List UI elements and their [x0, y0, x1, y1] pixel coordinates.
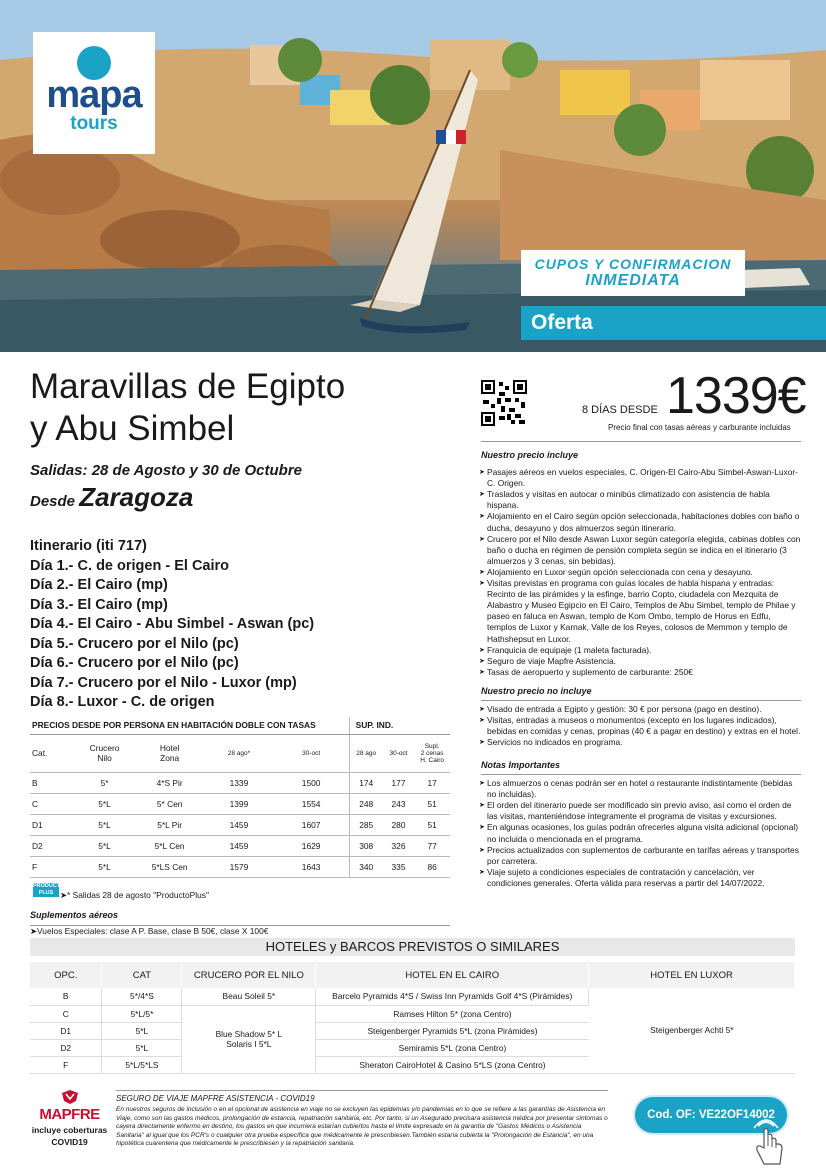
notas-list	[481, 778, 801, 889]
divider	[116, 1090, 608, 1091]
desde-city: Zaragoza	[79, 482, 194, 512]
hotels-col-opc: OPC.	[30, 962, 102, 988]
col-hotel-2: Zona	[160, 753, 180, 763]
mapfre-logo	[27, 1090, 112, 1147]
cell: D2	[30, 1039, 102, 1056]
itinerary-item: Día 2.- El Cairo (mp)	[30, 577, 168, 593]
cell: 1339	[204, 772, 273, 793]
cupos-line2: INMEDIATA	[585, 272, 681, 289]
cell: 1643	[274, 856, 350, 877]
cell: Barcelo Pyramids 4*S / Swiss Inn Pyramids Golf 4*S (Pirámides)	[316, 988, 589, 1005]
logo-sub-text: tours	[70, 113, 118, 134]
cell: Semiramis 5*L (zona Centro)	[316, 1039, 589, 1056]
notas-title: Notas Importantes	[481, 760, 561, 770]
seguro-text: En nuestros seguros de inclusión o en el opcional de asistencia en viaje no se excluyen las epidemias y/o pandemias en lo que se refiere a las garantías de Asistencia en Viaje, como son las gastos médicos, prolongación de estancia, repatriación sanitaria, etc. Por tanto, si un Asegurado precisara asistencia médica por presentar síntomas o cayera directamente enfermo en destino, los gastos en que incurriera estarían cubiertos hasta el límite expresado en la garantía de "Gastos Médicos o Asistencia Sanitaria" al igual que los PCR's o cualquier otra prueba específica que médicamente le prescribiesen.También estaría cubierta la "Prolongación de Estancia", en una hipotética cuarentena que médicamente le prescribiesen y la repatriación sanitaria.	[116, 1106, 608, 1147]
incluye-list	[481, 467, 801, 678]
col-30oct: 30-oct	[274, 734, 350, 772]
list-item: ➤ Traslados y visitas en autocar o minibús climatizado con asistencia de habla hispana.	[481, 489, 801, 511]
cell: 17	[414, 772, 450, 793]
cell: Steigenberger Achti 5*	[589, 988, 795, 1073]
hotels-table	[30, 962, 795, 1074]
itinerary	[30, 537, 314, 713]
cell: 1554	[274, 793, 350, 814]
cell: 5*L	[102, 1022, 182, 1039]
seguro-title: SEGURO DE VIAJE MAPFRE ASISTENCIA - COVID19	[116, 1094, 315, 1103]
cell: 340	[349, 856, 383, 877]
cell: 5*L/5*LS	[102, 1056, 182, 1073]
departure-city	[30, 482, 193, 513]
crucero-line1: Blue Shadow 5* L	[215, 1029, 283, 1039]
hotels-col-luxor: HOTEL EN LUXOR	[589, 962, 795, 988]
cell: C	[30, 793, 74, 814]
producto-plus-badge-line1: PRODUCTO	[33, 883, 65, 889]
cell: 4*S Pir	[135, 772, 204, 793]
list-item: ➤ Franquicia de equipaje (1 maleta facturada).	[481, 645, 801, 656]
list-item: ➤ Visado de entrada a Egipto y gestión: 30 € por persona (pago en destino).	[481, 704, 801, 715]
cell: 5*L Pir	[135, 814, 204, 835]
cell: 1399	[204, 793, 273, 814]
no-incluye-list	[481, 704, 801, 748]
col-crucero-2: Nilo	[97, 753, 112, 763]
no-incluye-title: Nuestro precio no incluye	[481, 686, 592, 696]
col-sup-28ago: 28 ago	[349, 734, 383, 772]
trip-title	[30, 366, 345, 450]
list-item: ➤ El orden del itinerario puede ser modificado sin previo aviso, así como el orden de las visitas, manteniéndose íntegramente el programa de visitas y excursiones.	[481, 800, 801, 822]
cell: 5*L	[74, 835, 135, 856]
cell: 77	[414, 835, 450, 856]
col-28ago: 28 ago*	[204, 734, 273, 772]
list-item: ➤ Visitas, entradas a museos o monumentos (excepto en los lugares indicados), bebidas en comidas y cenas, propinas (40 € a pagar en destino) y extras en el hotel.	[481, 715, 801, 737]
itinerary-item: Día 4.- El Cairo - Abu Simbel - Aswan (pc)	[30, 616, 315, 632]
table-row	[30, 772, 450, 793]
incluye-title: Nuestro precio incluye	[481, 450, 579, 460]
cupos-badge	[521, 250, 745, 296]
list-item: ➤ Servicios no indicados en programa.	[481, 737, 801, 748]
trip-title-line2: y Abu Simbel	[30, 409, 235, 448]
cell: D1	[30, 814, 74, 835]
cell: 5*L	[74, 814, 135, 835]
crucero-line2: Solaris I 5*L	[226, 1039, 272, 1049]
cell: 51	[414, 814, 450, 835]
table-row	[30, 856, 450, 877]
col-hotel	[135, 734, 204, 772]
desde-label: Desde	[30, 493, 76, 510]
oferta-banner: Oferta	[521, 306, 826, 340]
mapfre-text: MAPFRE	[39, 1106, 100, 1123]
hotels-title: HOTELES y BARCOS PREVISTOS O SIMILARES	[30, 938, 795, 956]
cell: Beau Soleil 5*	[182, 988, 316, 1005]
col-crucero	[74, 734, 135, 772]
cell: C	[30, 1005, 102, 1022]
col-cat: Cat.	[30, 734, 74, 772]
cell: 5*LS Cen	[135, 856, 204, 877]
cell: D2	[30, 835, 74, 856]
mapfre-sub-2: COVID19	[51, 1137, 88, 1147]
col-supl-cenas	[414, 734, 450, 772]
cell: 174	[349, 772, 383, 793]
cell: 1579	[204, 856, 273, 877]
cell: Steigenberger Pyramids 5*L (zona Pirámides)	[316, 1022, 589, 1039]
cell: 280	[383, 814, 415, 835]
itinerary-item: Día 6.- Crucero por el Nilo (pc)	[30, 655, 239, 671]
col-sup-30oct: 30-oct	[383, 734, 415, 772]
cell: B	[30, 772, 74, 793]
col-supl-2: 2 cenas	[420, 749, 444, 757]
list-item: ➤ Precios actualizados con suplementos de carburante en tarifas aéreas y transportes por carretera.	[481, 845, 801, 867]
list-item: ➤ Tasas de aeropuerto y suplemento de carburante: 250€	[481, 667, 801, 678]
offer-code-button[interactable]: Cod. OF: VE22OF14002	[635, 1097, 787, 1133]
cell: 86	[414, 856, 450, 877]
mapfre-shield-icon	[62, 1090, 78, 1104]
list-item: ➤ Alojamiento en Luxor según opción seleccionada con cena y desayuno.	[481, 567, 801, 578]
cell: 5*L Cen	[135, 835, 204, 856]
cell: 243	[383, 793, 415, 814]
cell: 5*L	[74, 856, 135, 877]
cell: 285	[349, 814, 383, 835]
list-item: ➤ Alojamiento en el Cairo según opción seleccionada, habitaciones dobles con baño o ducha, desayuno y dos almuerzos según itinerario.	[481, 511, 801, 533]
table-row	[30, 814, 450, 835]
hotels-col-crucero: CRUCERO POR EL NILO	[182, 962, 316, 988]
table-row	[30, 988, 795, 1005]
cell: 5*L	[74, 793, 135, 814]
logo-main-text: mapa	[46, 74, 142, 116]
cell: F	[30, 1056, 102, 1073]
cell: D1	[30, 1022, 102, 1039]
table-row	[30, 793, 450, 814]
divider	[481, 441, 801, 442]
list-item: ➤ Los almuerzos o cenas podrán ser en hotel o restaurante indistintamente (bebidas no incluidas).	[481, 778, 801, 800]
col-supl-1: Supl.	[424, 742, 440, 750]
table-row	[30, 835, 450, 856]
cell	[182, 1005, 316, 1073]
cell: B	[30, 988, 102, 1005]
trip-title-line1: Maravillas de Egipto	[30, 367, 346, 406]
itinerary-item: Día 5.- Crucero por el Nilo (pc)	[30, 635, 239, 652]
itinerary-item: Día 1.- C. de origen - El Cairo	[30, 557, 230, 574]
list-item: ➤ Crucero por el Nilo desde Aswan Luxor según categoría elegida, cabinas dobles con baño o ducha en régimen de pensión completa según se indica en el itinerario (3 almuerzos y 3 cenas, sin bebidas).	[481, 534, 801, 567]
click-hand-icon	[752, 1118, 786, 1168]
hotels-col-cairo: HOTEL EN EL CAIRO	[316, 962, 589, 988]
price-label: 8 DÍAS DESDE	[582, 404, 658, 416]
mapa-tours-logo	[33, 32, 155, 154]
mapfre-sub-1: incluye coberturas	[31, 1125, 108, 1135]
hero-image	[0, 0, 826, 352]
cell: 5*L	[102, 1039, 182, 1056]
incluye-section	[481, 441, 801, 678]
producto-plus-note: ➤* Salidas 28 de agosto "ProductoPlus"	[60, 890, 209, 900]
price-value: 1339€	[666, 367, 806, 425]
departure-dates: Salidas: 28 de Agosto y 30 de Octubre	[30, 462, 303, 479]
cell: 1629	[274, 835, 350, 856]
hotels-col-cat: CAT	[102, 962, 182, 988]
cell: Ramses Hilton 5* (zona Centro)	[316, 1005, 589, 1022]
list-item: ➤ Viaje sujeto a condiciones especiales de contratación y cancelación, ver condiciones generales. Oferta válida para reservas a partir del 14/07/2022.	[481, 867, 801, 889]
qr-code-icon[interactable]	[481, 380, 527, 426]
producto-plus-badge	[33, 883, 65, 897]
itinerary-item: Itinerario (iti 717)	[30, 538, 147, 554]
cell: 1459	[204, 835, 273, 856]
itinerary-item: Día 8.- Luxor - C. de origen	[30, 694, 215, 710]
cell: 177	[383, 772, 415, 793]
price-note: Precio final con tasas aéreas y carburante incluidas	[608, 423, 791, 432]
cell: 5*L/5*	[102, 1005, 182, 1022]
cell: 5*/4*S	[102, 988, 182, 1005]
col-supl-3: H. Cairo	[420, 756, 445, 764]
list-item: ➤ Pasajes aéreos en vuelos especiales, C. Origen-El Cairo-Abu Simbel-Aswan-Luxor-C. Origen.	[481, 467, 801, 489]
cell: 248	[349, 793, 383, 814]
divider	[481, 774, 801, 775]
cell: 308	[349, 835, 383, 856]
cell: 51	[414, 793, 450, 814]
cell: 5*	[74, 772, 135, 793]
cupos-line1: CUPOS Y CONFIRMACION	[534, 256, 732, 272]
cell: 335	[383, 856, 415, 877]
divider	[481, 700, 801, 701]
cell: F	[30, 856, 74, 877]
cell: Sheraton CairoHotel & Casino 5*LS (zona Centro)	[316, 1056, 589, 1073]
no-incluye-section	[481, 686, 801, 748]
sup-ind-header: SUP. IND.	[349, 717, 450, 734]
col-crucero-1: Crucero	[89, 743, 120, 753]
suplementos-title: Suplementos aéreos	[30, 910, 119, 920]
cell: 1459	[204, 814, 273, 835]
suplementos-text: ➤Vuelos Especiales: clase A P. Base, clase B 50€, clase X 100€	[30, 926, 269, 936]
price-table-header: PRECIOS DESDE POR PERSONA EN HABITACIÓN DOBLE CON TASAS	[30, 717, 349, 734]
price-table	[30, 717, 450, 878]
list-item: ➤ Seguro de viaje Mapfre Asistencia.	[481, 656, 801, 667]
col-hotel-1: Hotel	[159, 743, 180, 753]
cell: 1500	[274, 772, 350, 793]
cell: 326	[383, 835, 415, 856]
producto-plus-badge-line2: PLUS	[38, 890, 54, 896]
itinerary-item: Día 3.- El Cairo (mp)	[30, 596, 168, 613]
cell: 5* Cen	[135, 793, 204, 814]
list-item: ➤ Visitas previstas en programa con guías locales de habla hispana y entradas: Recinto de las pirámides y la esfinge, barrio Copto, ciudadela con Mezquita de Alabastro y Museo Egipcio en El Cairo, Templos de Abu Simbel, templo de Philae y paseo en faluca en Aswan, templo de Kom Ombo, templo de Horus en Edfu, templos de Luxor y Karnak, Valle de los Reyes, colosos de Memmon y templo de Hathshepsut en Luxor.	[481, 578, 801, 645]
list-item: ➤ En algunas ocasiones, los guías podrán ofrecerles alguna visita adicional (opcional) no incluida o mencionada en el programa.	[481, 822, 801, 844]
cell: 1607	[274, 814, 350, 835]
itinerary-item: Día 7.- Crucero por el Nilo - Luxor (mp)	[30, 674, 297, 691]
notas-section	[481, 760, 801, 889]
